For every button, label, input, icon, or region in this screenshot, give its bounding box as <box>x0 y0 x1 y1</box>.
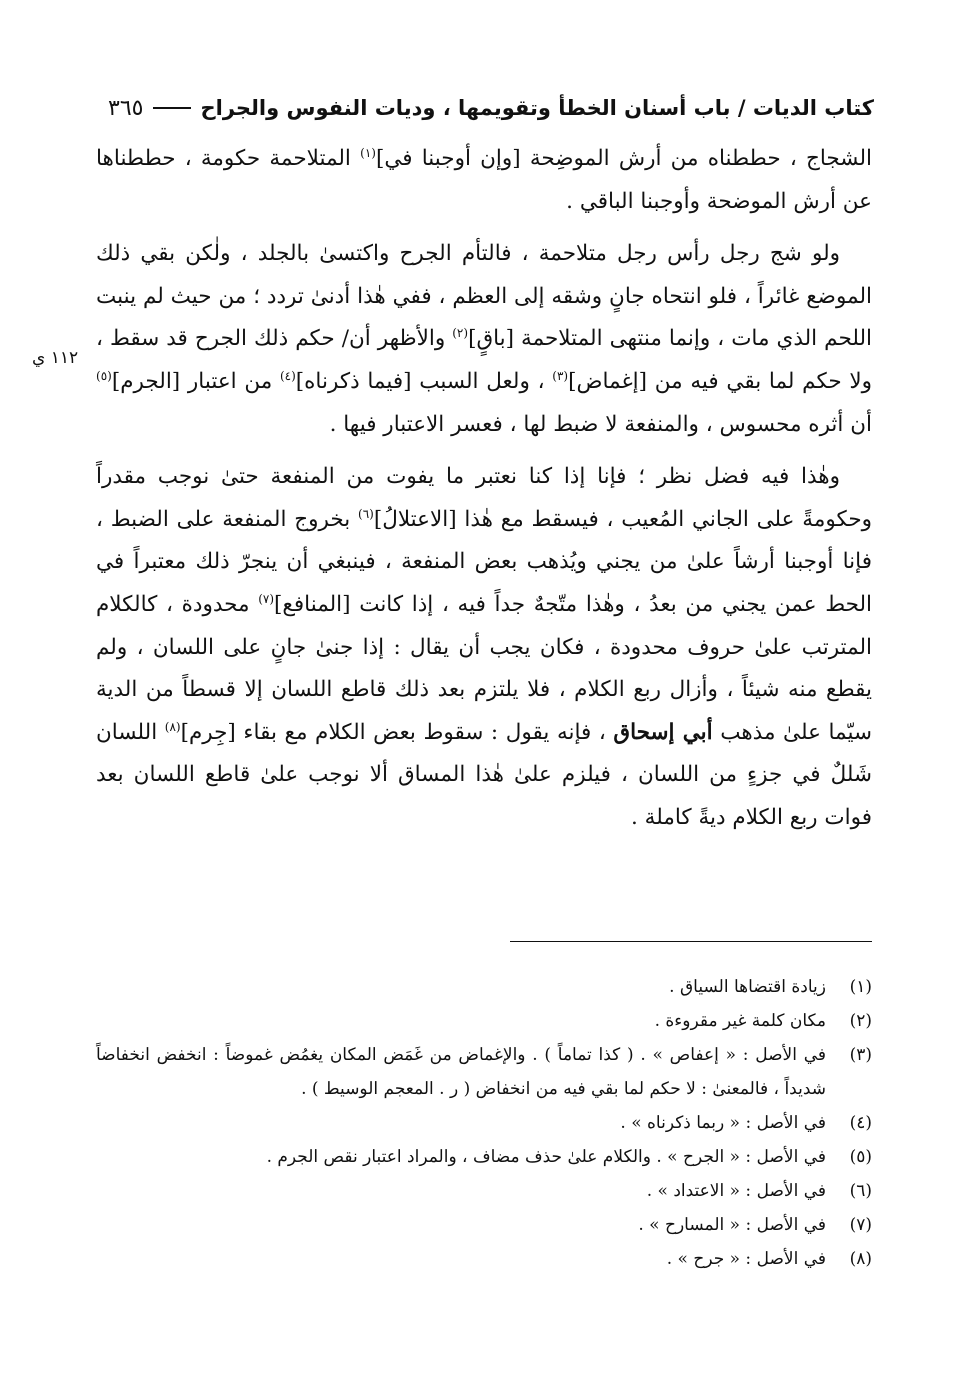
main-text <box>96 138 872 840</box>
footnote-ref: (٤) <box>279 368 296 383</box>
text-segment: والأظهر أن/ حكم ذلك الجرح قد سقط ، ولا حكم لما بقي فيه من [إغماض] <box>96 326 873 394</box>
footnote-ref: (٨) <box>164 719 181 734</box>
footnotes <box>96 970 872 1276</box>
page-number: ٣٦٥ <box>108 95 144 121</box>
footnote-ref: (٧) <box>258 591 275 606</box>
paragraph-2 <box>96 233 872 446</box>
footnote-text: في الأصل : « جرح » . <box>666 1249 826 1269</box>
paragraph-1 <box>96 138 872 223</box>
text-segment: ، ولعل السبب [فيما ذكرناه] <box>295 368 553 394</box>
footnote-item <box>96 1106 872 1140</box>
footnote-item <box>96 1174 872 1208</box>
footnote-number: (٣) <box>849 1045 872 1065</box>
footnote-item <box>96 970 872 1004</box>
running-head <box>108 92 874 124</box>
footnote-number: (٦) <box>849 1181 872 1201</box>
margin-folio-note: ١١٢ ي <box>32 348 79 368</box>
text-segment: ، فإنه يقول : سقوط بعض الكلام مع بقاء [جِرم] <box>180 719 614 745</box>
footnote-text: في الأصل : « الجرح » . والكلام علىٰ حذف مضاف ، والمراد اعتبار نقص الجرم . <box>266 1147 826 1167</box>
footnote-number: (٥) <box>849 1147 872 1167</box>
text-segment: المتلاحمة حكومة ، حططناها عن أرش الموضحة وأوجبنا الباقي . <box>96 146 872 214</box>
footnote-separator <box>510 941 872 942</box>
text-segment: من اعتبار [الجرم] <box>111 368 280 394</box>
text-segment: محدودة ، كالكلام المترتب علىٰ حروف محدودة ، فكان يجب أن يقال : إذا جنىٰ جانٍ على اللسان ، ولم يقطع منه شيئاً ، وأزال ربع الكلام ، فلا يلتزم بعد ذلك قاطع اللسان إلا قسطاً من الدية سيّما علىٰ مذهب <box>96 591 872 745</box>
footnote-number: (٢) <box>849 1011 872 1031</box>
running-head-title: كتاب الديات / باب أسنان الخطأ وتقويمها ، وديات النفوس والجراح <box>200 96 874 120</box>
footnote-ref: (٦) <box>358 506 374 521</box>
footnote-text: زيادة اقتضاها السياق . <box>669 977 826 997</box>
footnote-number: (٧) <box>849 1215 872 1235</box>
footnote-ref: (٢) <box>452 326 469 341</box>
text-segment: اللسان شَللٌ في جزءٍ من اللسان ، فيلزم علىٰ هٰذا المساق ألا نوجب علىٰ قاطع اللسان بعد فوات ربع الكلام ديةً كاملة . <box>96 719 872 830</box>
footnote-text: في الأصل : « الاعتداد » . <box>646 1181 826 1201</box>
text-segment: بخروج المنفعة على الضبط ، فإنا أوجبنا أرشاً علىٰ من يجني ويُذهب بعض المنفعة ، فينبغي أن ينجرّ ذلك معتبراً في الحط عمن يجني من بعدُ ، وهٰذا متّجهٌ جداً فيه ، إذا كانت [المنافع] <box>96 506 873 617</box>
footnote-number: (٨) <box>849 1249 872 1269</box>
text-segment: أن أثره محسوس ، والمنفعة لا ضبط لها ، فعسر الاعتبار فيها . <box>329 411 872 437</box>
scholar-name: أبي إسحاق <box>613 719 713 745</box>
footnote-text: في الأصل : « المسارح » . <box>638 1215 826 1235</box>
footnote-ref: (٣) <box>552 368 569 383</box>
footnote-number: (١) <box>849 977 872 997</box>
text-segment: ولو شج رجل رأس رجل متلاحمة ، فالتأم الجرح واكتسىٰ بالجلد ، ولٰكن بقي ذلك الموضع غائراً ، فلو انتحاه جانٍ وشقه إلى العظم ، ففي هٰذا أدنىٰ تردد ؛ من حيث لم ينبت اللحم الذي مات ، وإنما منتهى المتلاحمة [باقٍ] <box>96 241 872 352</box>
footnote-text: في الأصل : « ربما ذكرناه » . <box>620 1113 826 1133</box>
footnote-text: في الأصل : « إعفاص » . ( كذا تماماً ) . والإغماض من غَمَض المكان يغمُض غموضاً : انخفض انخفاضاً شديداً ، فالمعنىٰ : لا حكم لما بقي فيه من انخفاض ( ر . المعجم الوسيط ) . <box>96 1045 826 1099</box>
footnote-text: مكان كلمة غير مقروءة . <box>654 1011 826 1031</box>
footnote-item <box>96 1004 872 1038</box>
text-segment: وهٰذا فيه فضل نظر ؛ فإنا إذا كنا نعتبر ما يفوت من المنفعة حتىٰ نوجب مقدراً وحكومةً على الجاني المُعيب ، فيسقط مع هٰذا [الاعتلالُ] <box>96 464 872 532</box>
footnote-item <box>96 1242 872 1276</box>
footnote-item <box>96 1208 872 1242</box>
running-head-dash <box>153 107 190 109</box>
text-segment: الشجاج ، حططناه من أرش الموضِحة [وإن أوجبنا في] <box>375 146 872 171</box>
paragraph-3 <box>96 456 872 839</box>
footnote-number: (٤) <box>849 1113 872 1133</box>
footnote-item <box>96 1140 872 1174</box>
footnote-ref: (١) <box>360 145 376 160</box>
footnote-item <box>96 1038 872 1106</box>
footnote-ref: (٥) <box>96 368 112 383</box>
